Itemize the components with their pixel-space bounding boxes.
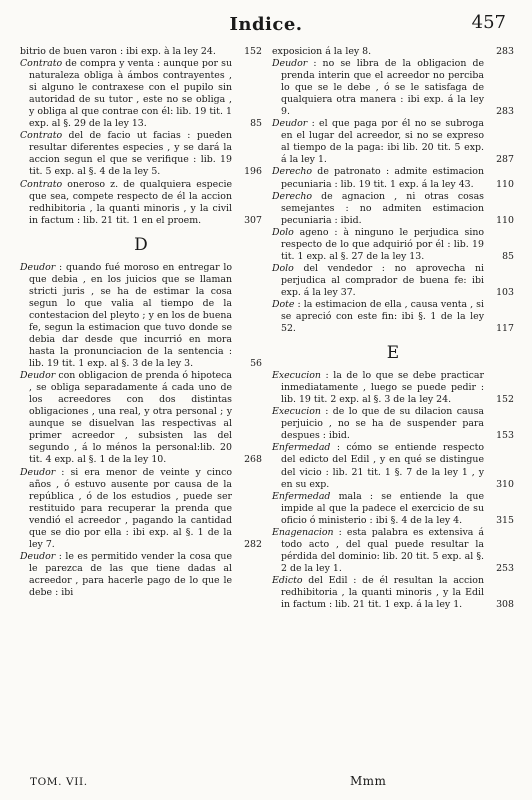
entry-headword: Deudor	[20, 370, 56, 382]
right-column	[272, 46, 514, 611]
index-entry	[272, 58, 514, 118]
entry-text: : quando fué moroso en entregar lo que debia , en los juicios que se llaman stricti juris , se ha de estimar la cosa segun lo que valia al tiempo de la contestacion del pleyto ; y en los de buena fe, segun la estimacion que tuvo donde se debia dar desde que incurrió en mora hasta la pronunciacion de la sentencia : lib. 19 tit. 1 exp. al §. 3 de la ley 3.	[29, 261, 232, 370]
entry-headword: Deudor	[272, 118, 308, 130]
entry-headword: Contrato	[20, 178, 63, 190]
entry-headword: Execucion	[272, 370, 321, 382]
entry-text: ageno : à ninguno le perjudica sino respecto de lo que adquirió por él : lib. 19 tit. 1 exp. al §. 27 de la ley 13.	[281, 226, 484, 262]
index-entry	[272, 166, 514, 190]
signature-mark: Mmm	[350, 774, 387, 788]
entry-text: exposicion á la ley 8.	[272, 46, 372, 57]
entry-headword: Dote	[272, 298, 295, 310]
entry-text: : esta palabra es extensiva á todo acto , del qual puede resultar la pérdida del dominio: lib. 20 tit. 5 exp. al §. 2 de la ley 1.	[281, 526, 484, 574]
entry-text: : la estimacion de ella , causa venta , si se apreció con este fin: ibi §. 1 de la ley 52.	[281, 298, 484, 335]
page-header	[0, 12, 532, 40]
entry-text: : cómo se entiende respecto del edicto del Edil , y en qué se distingue del vicio : lib. 21 tit. 1 §. 7 de la ley 1 , y en su exp.	[281, 442, 484, 490]
index-entry	[272, 575, 514, 611]
entry-headword: Contrato	[20, 58, 63, 70]
entry-page-ref: 196	[244, 166, 262, 178]
entries-d	[20, 262, 262, 599]
index-entry	[272, 227, 514, 263]
entry-text: mala : se entiende la que impide al que la padece el exercicio de su oficio ó ministerio : ibi §. 4 de la ley 4.	[281, 490, 484, 526]
index-entry	[272, 118, 514, 166]
index-entry	[272, 191, 514, 227]
entry-headword: Enfermedad	[272, 490, 331, 502]
entry-headword: Enagenacion	[272, 526, 334, 538]
index-entry	[272, 442, 514, 490]
entry-headword: Deudor	[20, 261, 56, 273]
entry-text: : no se libra de la obligacion de prenda interin que el acreedor no perciba lo que se le debe , ó se le satisfaga de qualquiera otra manera : ibi exp. á la ley 9.	[281, 58, 484, 118]
entry-page-ref: 268	[244, 454, 262, 466]
index-entry	[20, 130, 262, 178]
entry-page-ref: 110	[496, 178, 514, 190]
index-entry	[20, 46, 262, 58]
index-entry	[272, 527, 514, 575]
index-entry	[272, 370, 514, 406]
entry-headword: Contrato	[20, 130, 63, 142]
entry-headword: Derecho	[272, 166, 313, 178]
entry-text: de compra y venta : aunque por su naturaleza obliga à ámbos contrayentes , si alguno le contraxese con el pupilo sin autoridad de su tutor , este no se obliga , y obliga al que contrae con él: lib. 19 tit. 1 exp. al §. 29 de la ley 13.	[29, 58, 232, 130]
volume-label: TOM. VII.	[30, 776, 88, 788]
page-number: 457	[471, 12, 506, 33]
index-entry	[20, 467, 262, 551]
entry-text: : la de lo que se debe practicar inmediatamente , luego se puede pedir : lib. 19 tit. 2 exp. al §. 3 de la ley 24.	[281, 370, 484, 406]
left-column	[20, 46, 262, 599]
entry-page-ref: 152	[496, 394, 514, 406]
entry-page-ref: 282	[244, 538, 262, 550]
entry-text: con obligacion de prenda ó hipoteca , se obliga separadamente á cada uno de los acreedores con dos distintas obligaciones , una real, y otra personal ; y aunque se disuelvan las respectivas al primer acreedor , subsisten las del segundo , á lo ménos la personal:lib. 20 tit. 4 exp. al §. 1 de la ley 10.	[29, 370, 232, 466]
entry-text: del vendedor : no aprovecha ni perjudica al comprador de buena fe: ibi exp. á la ley 37.	[281, 262, 484, 298]
section-letter-e: E	[386, 343, 400, 364]
index-entry	[272, 406, 514, 442]
entry-headword: Deudor	[272, 58, 308, 70]
index-entry	[20, 262, 262, 370]
entry-headword: Deudor	[20, 550, 56, 562]
index-entry	[272, 491, 514, 527]
entry-page-ref: 283	[496, 106, 514, 118]
entry-page-ref: 103	[496, 286, 514, 298]
index-entry	[20, 179, 262, 227]
entry-headword: Edicto	[272, 574, 303, 586]
page-title: Indice.	[229, 14, 303, 35]
entry-headword: Deudor	[20, 466, 56, 478]
entry-page-ref: 283	[496, 46, 514, 57]
entry-page-ref: 85	[502, 250, 514, 262]
entry-page-ref: 56	[250, 358, 262, 370]
index-entry	[20, 551, 262, 599]
entry-headword: Execucion	[272, 406, 321, 418]
section-letter-d: D	[134, 234, 148, 255]
entry-text: : si era menor de veinte y cinco años , ó estuvo ausente por causa de la república , ó de los estudios , puede ser restituido para recuperar la prenda que vendió el acreedor , pagando la cantidad que se dio por ella : ibi exp. al §. 1 de la ley 7.	[29, 466, 232, 550]
entry-page-ref: 287	[496, 154, 514, 166]
entry-page-ref: 85	[250, 118, 262, 130]
entries-e	[272, 370, 514, 611]
entry-headword: Dolo	[272, 262, 294, 274]
entry-page-ref: 153	[496, 430, 514, 442]
entry-text: : el que paga por él no se subroga en el lugar del acreedor, si no se expreso al tiempo de la paga: ibi lib. 20 tit. 5 exp. á la ley 1.	[281, 118, 484, 166]
entry-page-ref: 253	[496, 562, 514, 574]
entry-text: del Edil : de él resultan la accion redhibitoria , la quanti minoris , y la Edil in factum : lib. 21 tit. 1 exp. á la ley 1.	[281, 574, 484, 611]
index-entry	[272, 46, 514, 58]
entry-page-ref: 315	[496, 514, 514, 526]
entry-text: bitrio de buen varon : ibi exp. à la ley 24.	[20, 46, 216, 57]
entry-text: oneroso z. de qualquiera especie que sea, compete respecto de él la accion redhibitoria , la quanti minoris , y la civil in factum : lib. 21 tit. 1 en el proem.	[29, 178, 232, 226]
entry-page-ref: 310	[496, 478, 514, 490]
entry-page-ref: 152	[244, 46, 262, 57]
entry-page-ref: 308	[496, 599, 514, 611]
entry-page-ref: 307	[244, 214, 262, 226]
entries-c	[20, 46, 262, 227]
entry-headword: Enfermedad	[272, 442, 331, 454]
entry-page-ref: 117	[496, 323, 514, 335]
index-entry	[20, 58, 262, 130]
index-entry	[272, 299, 514, 335]
entry-headword: Dolo	[272, 226, 294, 238]
entry-text: : le es permitido vender la cosa que le parezca de las que tiene dadas al acreedor , para hacerle pago de lo que le debe : ibi	[29, 550, 232, 598]
entry-text: de patronato : admite estimacion pecuniaria : lib. 19 tit. 1 exp. á la ley 43.	[281, 166, 484, 190]
index-entry	[20, 370, 262, 466]
entries-d-continued	[272, 46, 514, 335]
entry-text: del de facio ut facias : pueden resultar diferentes especies , y se dará la accion segun el que se verifique : lib. 19 tit. 5 exp. al §. 4 de la ley 5.	[29, 130, 232, 178]
entry-text: de agnacion , ni otras cosas semejantes : no admiten estimacion pecuniaria : ibid.	[281, 190, 484, 226]
entry-page-ref: 110	[496, 214, 514, 226]
entry-headword: Derecho	[272, 190, 313, 202]
entry-text: : de lo que de su dilacion causa perjuicio , no se ha de suspender para despues : ibid.	[281, 406, 484, 442]
index-entry	[272, 263, 514, 299]
